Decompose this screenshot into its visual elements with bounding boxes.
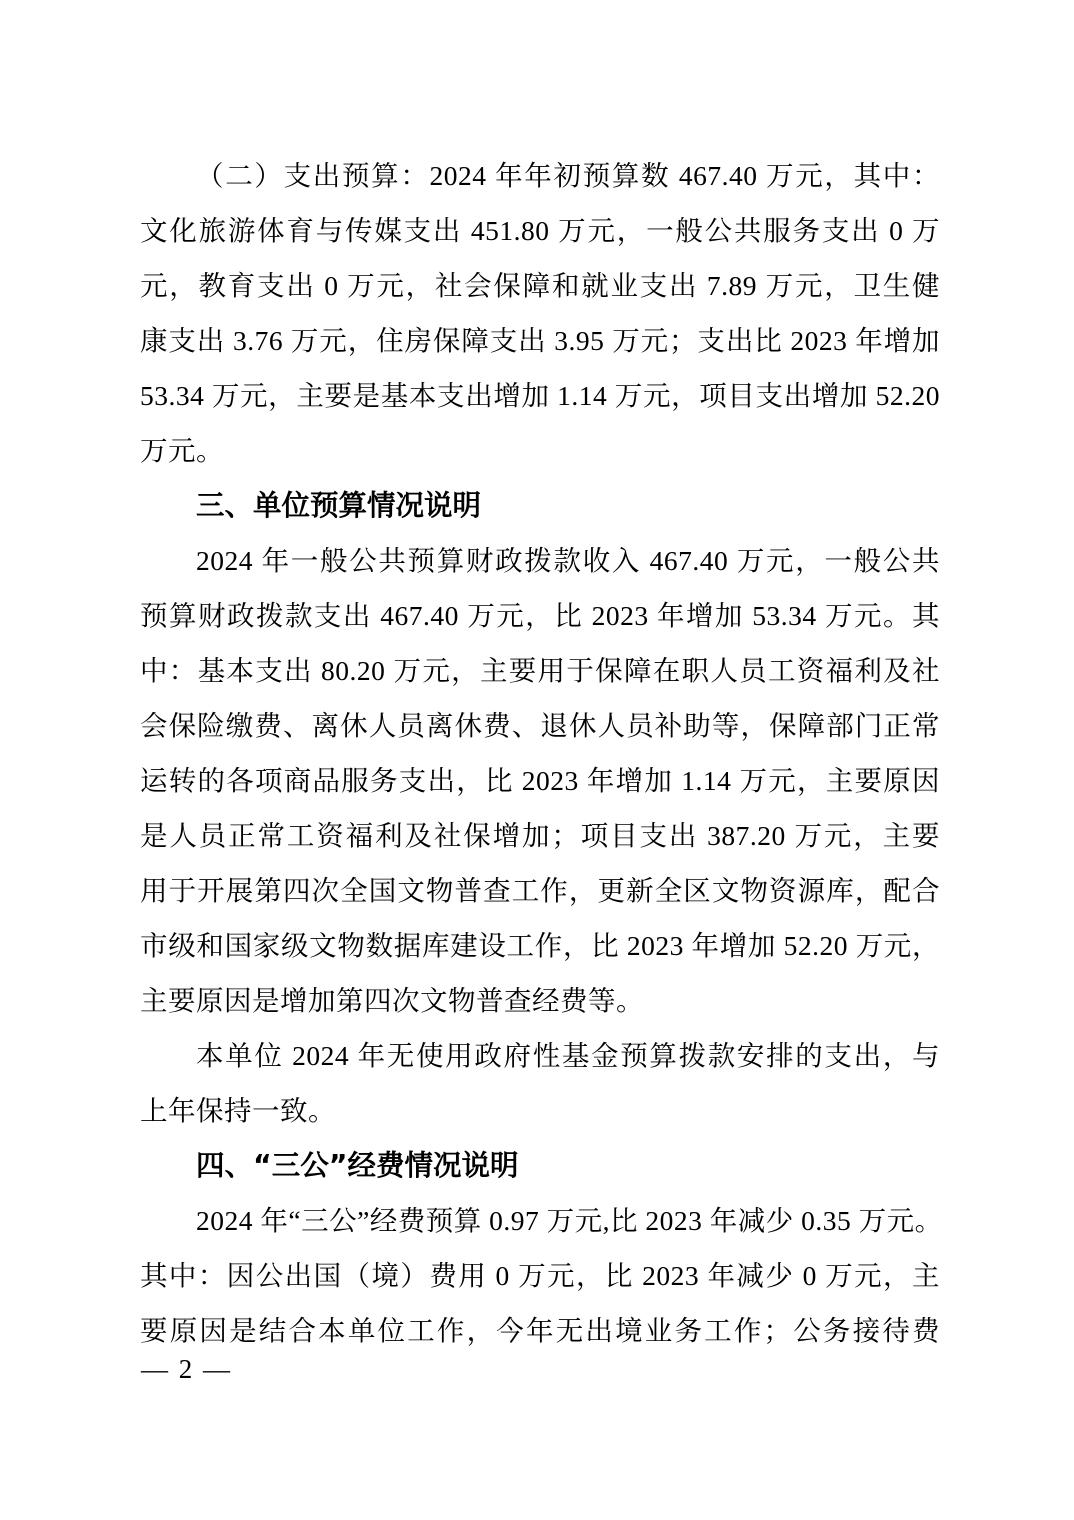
section-heading-three-public-expenses: 四、“三公”经费情况说明 [196,1149,519,1182]
document-content [140,148,943,1358]
text-line: 上年保持一致。 [140,1095,336,1126]
page-number: — 2 — [141,1354,232,1384]
text-line: 本单位 2024 年无使用政府性基金预算拨款安排的支出，与 [196,1040,940,1071]
text-line: 万元。 [140,435,224,466]
text-line: 53.34 万元，主要是基本支出增加 1.14 万元，项目支出增加 52.20 [140,380,940,411]
paragraph-unit-budget-details [140,533,940,1028]
text-line: 康支出 3.76 万元，住房保障支出 3.95 万元；支出比 2023 年增加 [140,325,940,356]
text-line: 2024 年一般公共预算财政拨款收入 467.40 万元，一般公共 [196,545,940,576]
text-line: 文化旅游体育与传媒支出 451.80 万元，一般公共服务支出 0 万 [140,215,940,246]
text-line: 用于开展第四次全国文物普查工作，更新全区文物资源库，配合 [140,875,940,906]
text-line: 中：基本支出 80.20 万元，主要用于保障在职人员工资福利及社 [140,655,940,686]
text-line: 元，教育支出 0 万元，社会保障和就业支出 7.89 万元，卫生健 [140,270,940,301]
text-line: 要原因是结合本单位工作，今年无出境业务工作；公务接待费 [140,1315,940,1346]
text-line: 主要原因是增加第四次文物普查经费等。 [140,985,644,1016]
text-line: （二）支出预算：2024 年年初预算数 467.40 万元，其中： [196,160,940,191]
paragraph-government-fund [140,1028,940,1138]
text-line: 其中：因公出国（境）费用 0 万元，比 2023 年减少 0 万元，主 [140,1260,940,1291]
section-heading-unit-budget: 三、单位预算情况说明 [196,489,482,522]
paragraph-three-public-expenses [140,1193,943,1358]
text-line: 预算财政拨款支出 467.40 万元，比 2023 年增加 53.34 万元。其 [140,600,940,631]
text-line: 市级和国家级文物数据库建设工作，比 2023 年增加 52.20 万元， [140,930,940,961]
paragraph-expenditure-budget [140,148,940,478]
text-line: 2024 年“三公”经费预算 0.97 万元,比 2023 年减少 0.35 万元。 [196,1205,943,1236]
text-line: 运转的各项商品服务支出，比 2023 年增加 1.14 万元，主要原因 [140,765,940,796]
text-line: 会保险缴费、离休人员离休费、退休人员补助等，保障部门正常 [140,710,940,741]
text-line: 是人员正常工资福利及社保增加；项目支出 387.20 万元，主要 [140,820,940,851]
